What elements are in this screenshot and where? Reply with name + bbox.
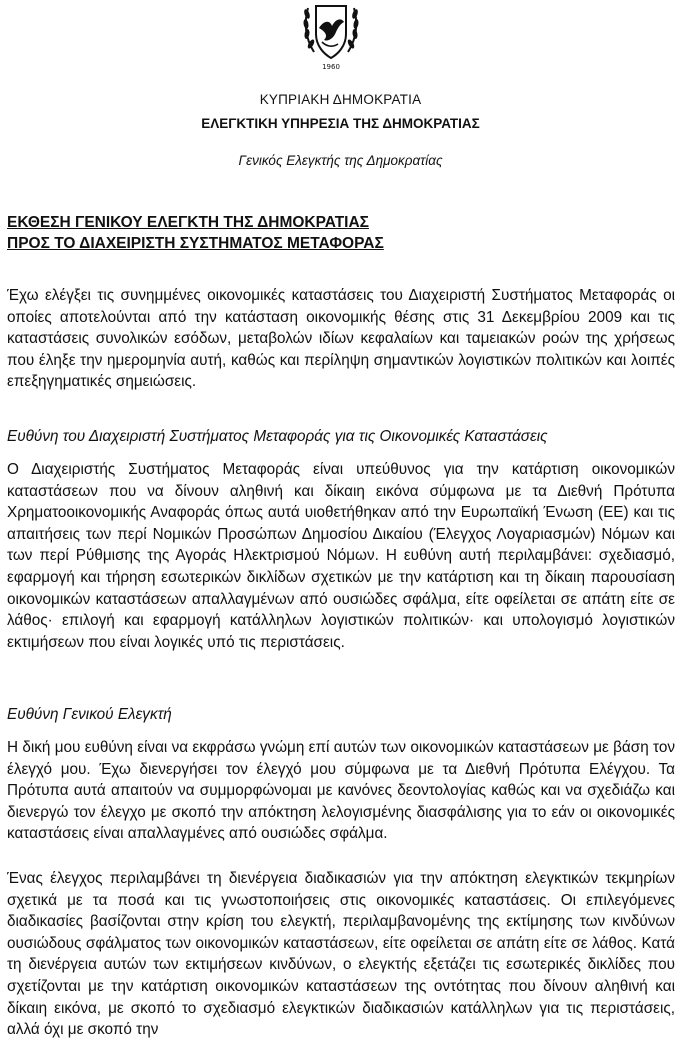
auditor-responsibility-heading: Ευθύνη Γενικού Ελεγκτή xyxy=(7,706,172,723)
auditor-responsibility-paragraph: Η δική μου ευθύνη είναι να εκφράσω γνώμη επί αυτών των οικονομικών καταστάσεων με βάση τον έλεγχό μου. Έχω διενεργήσει τον έλεγχό μου σύμφωνα με τα Διεθνή Πρότυπα Ελέγχου. Τα Πρότυπα αυτά απαιτούν να συμμορφώνομαι με κανόνες δεοντολογίας καθώς και να σχεδιάζω και διενεργώ τον έλεγχο με σκοπό την απόκτηση λελογισμένης διασφάλισης για το εάν οι οικονομικές καταστάσεις είναι απαλλαγμένες από ουσιώδες σφάλμα. xyxy=(7,739,675,843)
auditor-general-title: Γενικός Ελεγκτής της Δημοκρατίας xyxy=(238,153,443,168)
report-title-line-1: ΕΚΘΕΣΗ ΓΕΝΙΚΟΥ ΕΛΕΓΚΤΗ ΤΗΣ ΔΗΜΟΚΡΑΤΙΑΣ xyxy=(7,214,369,231)
svg-text:1960: 1960 xyxy=(322,63,340,71)
republic-name: ΚΥΠΡΙΑΚΗ ΔΗΜΟΚΡΑΤΙΑ xyxy=(259,92,422,107)
report-title xyxy=(7,212,384,254)
coat-of-arms-emblem xyxy=(302,2,360,74)
intro-paragraph: Έχω ελέγξει τις συνημμένες οικονομικές καταστάσεις του Διαχειριστή Συστήματος Μεταφοράς οι οποίες αποτελούνται από την κατάσταση οικονομικής θέσης στις 31 Δεκεμβρίου 2009 και τις καταστάσεις συνολικών εσόδων, μεταβολών ιδίων κεφαλαίων και ταμειακών ροών της χρήσεως που έληξε την ημερομηνία αυτή, καθώς και περίληψη σημαντικών λογιστικών πολιτικών και λοιπές επεξηγηματικές σημειώσεις. xyxy=(7,287,675,391)
audit-procedures-paragraph: Ένας έλεγχος περιλαμβάνει τη διενέργεια διαδικασιών για την απόκτηση ελεγκτικών τεκμηρίων σχετικά με τα ποσά και τις γνωστοποιήσεις στις οικονομικές καταστάσεις. Οι επιλεγόμενες διαδικασίες βασίζονται στην κρίση του ελεγκτή, περιλαμβανομένης της εκτίμησης των κινδύνων ουσιώδους σφάλματος των οικονομικών καταστάσεων, είτε οφείλεται σε απάτη είτε σε λάθος. Κατά τη διενέργεια αυτών των εκτιμήσεων κινδύνων, ο ελεγκτής εξετάζει τις εσωτερικές δικλίδες που σχετίζονται με την κατάρτιση οικονομικών καταστάσεων της οντότητας που δίνουν αληθινή και δίκαιη εικόνα, με σκοπό το σχεδιασμό ελεγκτικών διαδικασιών κατάλληλων για τις περιστάσεις, αλλά όχι με σκοπό την xyxy=(7,870,675,1039)
audit-office-name: ΕΛΕΓΚΤΙΚΗ ΥΠΗΡΕΣΙΑ ΤΗΣ ΔΗΜΟΚΡΑΤΙΑΣ xyxy=(201,116,480,131)
management-responsibility-paragraph: Ο Διαχειριστής Συστήματος Μεταφοράς είναι υπεύθυνος για την κατάρτιση οικονομικών καταστάσεων που να δίνουν αληθινή και δίκαιη εικόνα σύμφωνα με τα Διεθνή Πρότυπα Χρηματοοικονομικής Αναφοράς όπως αυτά υιοθετήθηκαν από την Ευρωπαϊκή Ένωση (ΕΕ) και τις απαιτήσεις των περί Νομικών Προσώπων Δημοσίου Δικαίου (Έλεγχος Λογαριασμών) Νόμων και των περί Ρύθμισης της Αγοράς Ηλεκτρισμού Νόμων. Η ευθύνη αυτή περιλαμβάνει: σχεδιασμό, εφαρμογή και τήρηση εσωτερικών δικλίδων σχετικών με την κατάρτιση και τη δίκαιη παρουσίαση οικονομικών καταστάσεων απαλλαγμένων από ουσιώδες σφάλμα, είτε οφείλεται σε απάτη είτε σε λάθος· επιλογή και εφαρμογή κατάλληλων λογιστικών πολιτικών· και υπολογισμό λογιστικών εκτιμήσεων που είναι λογικές υπό τις περιστάσεις. xyxy=(7,461,675,651)
report-title-line-2: ΠΡΟΣ ΤΟ ΔΙΑΧΕΙΡΙΣΤΗ ΣΥΣΤΗΜΑΤΟΣ ΜΕΤΑΦΟΡΑΣ xyxy=(7,235,384,252)
management-responsibility-heading: Ευθύνη του Διαχειριστή Συστήματος Μεταφοράς για τις Οικονομικές Καταστάσεις xyxy=(7,428,548,445)
